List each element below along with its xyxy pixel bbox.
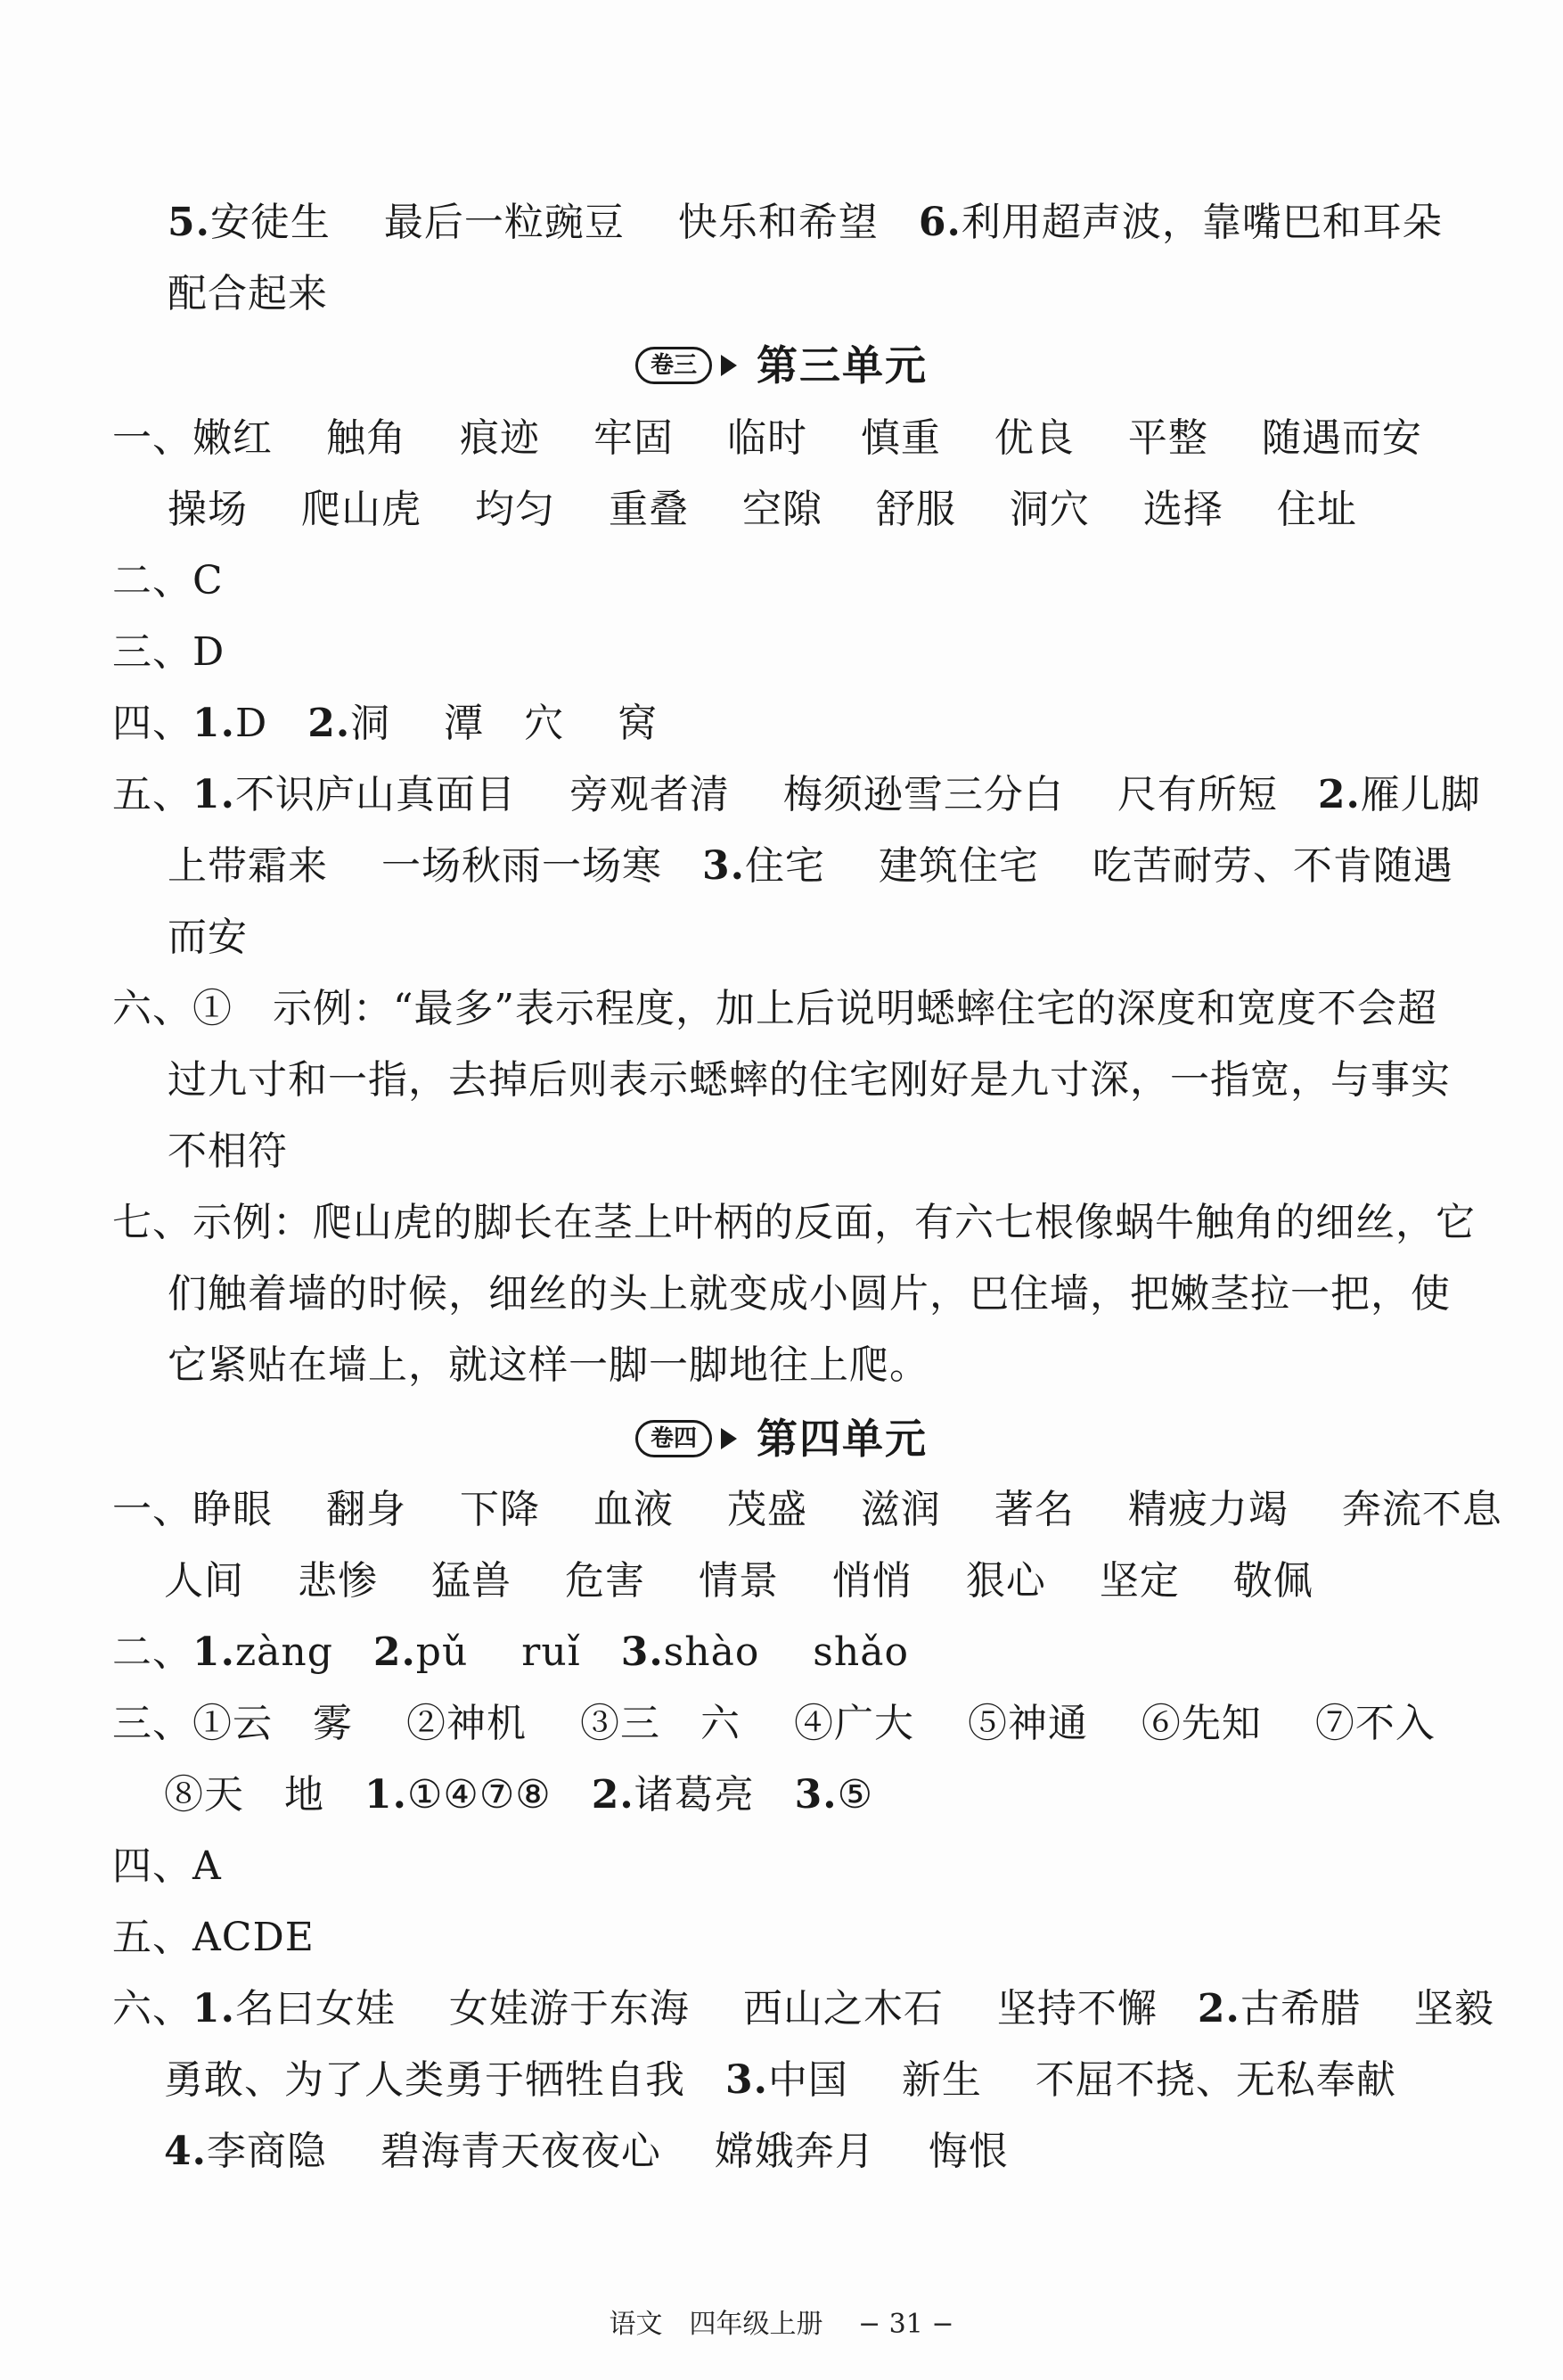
answer-text: 三、D [112, 629, 225, 675]
item-number: 1. [364, 1772, 407, 1818]
item-number: 4. [164, 2129, 207, 2174]
answer-text: 雁儿脚 [1360, 772, 1481, 817]
page-footer: 语文 四年级上册 − 31 − [609, 2309, 954, 2340]
answer-line [0, 1770, 1563, 1820]
item-number: 2. [591, 1772, 634, 1818]
answer-text: zàng [234, 1629, 373, 1675]
answer-text: 二、 [112, 1629, 192, 1675]
unit-title: 第四单元 [757, 1415, 928, 1463]
section-badge: 卷三 [635, 347, 712, 384]
answer-text: 李商隐 碧海青天夜夜心 嫦娥奔月 悔恨 [206, 2129, 1009, 2174]
item-number: 2. [307, 701, 351, 746]
answer-line [0, 1556, 1563, 1606]
answer-text: ⑤ [837, 1772, 874, 1818]
answer-text: shào shǎo [663, 1629, 909, 1675]
answer-line [0, 2056, 1563, 2105]
answer-text: 利用超声波，靠嘴巴和耳朵 [961, 200, 1443, 245]
answer-text: 们触着墙的时候，细丝的头上就变成小圆片，巴住墙，把嫩茎拉一把，使 [168, 1271, 1451, 1317]
answer-line [0, 1628, 1563, 1678]
answer-text: 古希腊 坚毅 [1240, 1986, 1494, 2031]
answer-line [0, 699, 1563, 749]
answer-text: 一、睁眼 翻身 下降 血液 茂盛 滋润 著名 精疲力竭 奔流不息 [112, 1487, 1502, 1532]
answer-text: ⑧天 地 [164, 1772, 364, 1818]
answer-text: 配合起来 [168, 271, 328, 316]
item-number: 2. [1317, 772, 1361, 817]
answer-text: 二、C [112, 558, 224, 603]
item-number: 1. [192, 701, 235, 746]
section-header-unit3 [0, 339, 1563, 392]
answer-line [0, 414, 1563, 464]
answer-text: 而安 [168, 915, 248, 960]
answer-text: 洞 潭 穴 窝 [350, 701, 659, 746]
answer-text: 操场 爬山虎 均匀 重叠 空隙 舒服 洞穴 选择 住址 [168, 487, 1357, 532]
answer-text: 五、ACDE [112, 1915, 315, 1960]
answer-text: D [234, 701, 308, 746]
answer-line [0, 1055, 1563, 1105]
section-header-unit4 [0, 1412, 1563, 1465]
answer-text: ①④⑦⑧ [406, 1772, 592, 1818]
item-number: 3. [725, 2057, 768, 2103]
section-header-inner [635, 339, 928, 392]
answer-line [0, 198, 1563, 248]
answer-text: 安徒生 最后一粒豌豆 快乐和希望 [209, 200, 919, 245]
arrow-right-icon [721, 1428, 737, 1449]
item-number: 1. [192, 1986, 235, 2031]
section-header-inner [635, 1412, 928, 1465]
answer-line [0, 1842, 1563, 1892]
answer-line [0, 841, 1563, 891]
answer-text: 不相符 [168, 1128, 288, 1174]
item-number: 1. [192, 1629, 235, 1675]
answer-text: 过九寸和一指，去掉后则表示蟋蟀的住宅刚好是九寸深，一指宽，与事实 [168, 1057, 1451, 1103]
item-number: 3. [794, 1772, 838, 1818]
answer-text: 一、嫩红 触角 痕迹 牢固 临时 慎重 优良 平整 随遇而安 [112, 415, 1422, 461]
answer-text: 五、 [112, 772, 192, 817]
answer-line [0, 913, 1563, 963]
answer-text: 四、A [112, 1843, 222, 1889]
item-number: 2. [372, 1629, 416, 1675]
answer-text: 不识庐山真面目 旁观者清 梅须逊雪三分白 尺有所短 [234, 772, 1318, 817]
item-number: 3. [702, 843, 745, 889]
answer-text: 三、①云 雾 ②神机 ③三 六 ④广大 ⑤神通 ⑥先知 ⑦不入 [112, 1701, 1436, 1746]
answer-line [0, 1984, 1563, 2034]
answer-text: 上带霜来 一场秋雨一场寒 [168, 843, 702, 889]
answer-line [0, 2127, 1563, 2177]
answer-text: 六、 [112, 1986, 192, 2031]
item-number: 5. [168, 200, 210, 245]
answer-text: 勇敢、为了人类勇于牺牲自我 [164, 2057, 725, 2103]
answer-text: 六、① 示例：“最多”表示程度，加上后说明蟋蟀住宅的深度和宽度不会超 [112, 986, 1437, 1031]
answer-text: 名曰女娃 女娃游于东海 西山之木石 坚持不懈 [234, 1986, 1198, 2031]
answer-text: 它紧贴在墙上，就这样一脚一脚地往上爬。 [168, 1342, 929, 1388]
answer-line [0, 1198, 1563, 1248]
item-number: 3. [620, 1629, 664, 1675]
answer-line [0, 1127, 1563, 1177]
answer-line [0, 1913, 1563, 1963]
answer-text: 诸葛亮 [634, 1772, 795, 1818]
answer-line [0, 485, 1563, 535]
answer-text: 四、 [112, 701, 192, 746]
section-badge: 卷四 [635, 1420, 712, 1457]
item-number: 6. [918, 200, 962, 245]
unit-title: 第三单元 [757, 341, 928, 390]
answer-text: 住宅 建筑住宅 吃苦耐劳、不肯随遇 [744, 843, 1453, 889]
answer-text: pǔ ruǐ [415, 1629, 621, 1675]
answer-text: 中国 新生 不屈不挠、无私奉献 [767, 2057, 1396, 2103]
answer-line [0, 1485, 1563, 1535]
answer-line [0, 984, 1563, 1034]
answer-text: 人间 悲惨 猛兽 危害 情景 悄悄 狠心 坚定 敬佩 [164, 1558, 1313, 1604]
arrow-right-icon [721, 355, 737, 376]
answer-line [0, 770, 1563, 820]
item-number: 2. [1197, 1986, 1240, 2031]
answer-text: 七、示例：爬山虎的脚长在茎上叶柄的反面，有六七根像蜗牛触角的细丝，它 [112, 1200, 1476, 1245]
answer-line [0, 269, 1563, 319]
answer-line [0, 628, 1563, 677]
answer-line [0, 1269, 1563, 1319]
answer-line [0, 1341, 1563, 1391]
answer-line [0, 1699, 1563, 1749]
answer-line [0, 556, 1563, 606]
item-number: 1. [192, 772, 235, 817]
